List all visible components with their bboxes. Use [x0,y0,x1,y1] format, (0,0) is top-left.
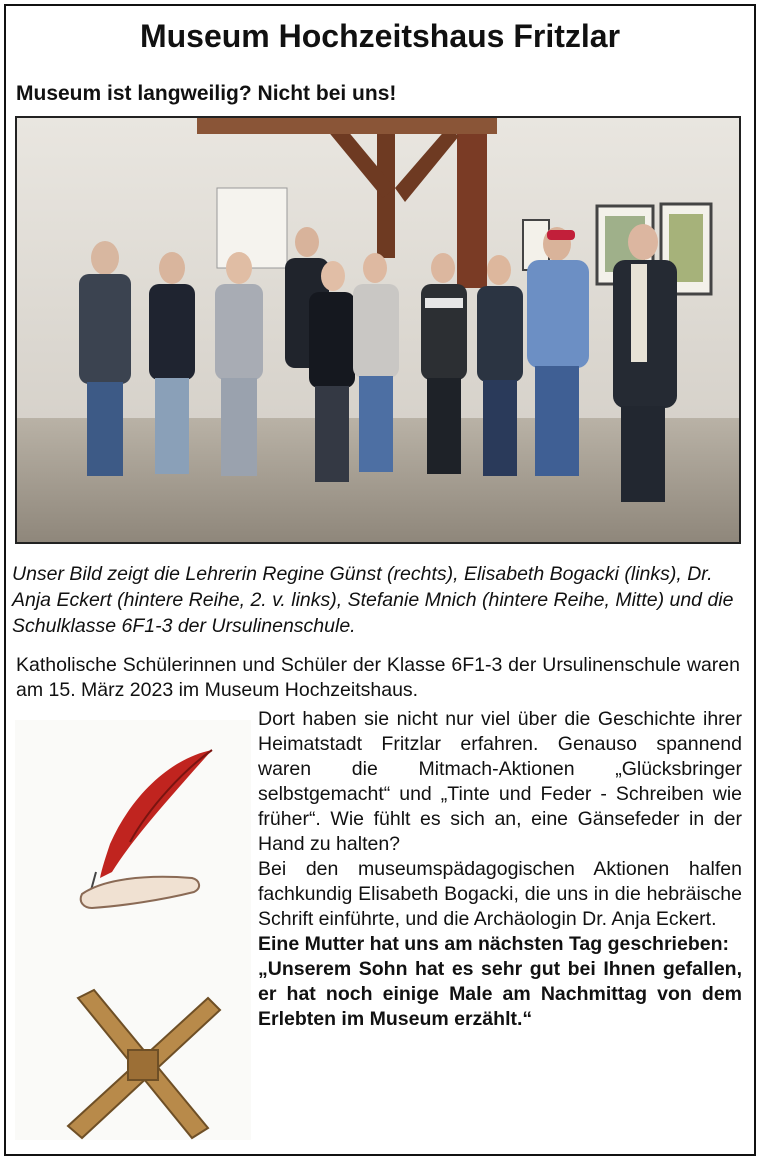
article-subtitle: Museum ist langweilig? Nicht bei uns! [16,82,397,105]
article-body [258,707,742,1032]
group-photo [15,116,741,544]
paragraph-visit: Dort haben sie nicht nur viel über die Geschichte ihrer Heimatstadt Fritzlar erfahren. Genauso spannend waren die Mitmach-Aktionen „Glücksbringer selbstgemacht“ und „Tinte und Feder - Schreiben wie früher“. Wie fühlt es sich an, eine Gänsefeder in der Hand zu halten? [258,708,742,855]
article-title: Museum Hochzeitshaus Fritzlar [139,18,621,54]
photo-caption: Unser Bild zeigt die Lehrerin Regine Günst (rechts), Elisabeth Bogacki (links), Dr. Anja Eckert (hintere Reihe, 2. v. links), Stefanie Mnich (hintere Reihe, Mitte) und die Schulklasse 6F1-3 der Ursulinenschule. [12,563,734,637]
feather-quill-icon [72,744,222,919]
straw-cross-icon [58,988,228,1148]
intro-paragraph: Katholische Schülerinnen und Schüler der Klasse 6F1-3 der Ursulinenschule waren am 15. März 2023 im Museum Hochzeitshaus. [16,654,740,701]
paragraph-quote: „Unserem Sohn hat es sehr gut bei Ihnen gefallen, er hat noch einige Male am Nachmittag von dem Erlebten im Museum erzählt.“ [258,958,742,1030]
paragraph-mother: Eine Mutter hat uns am nächsten Tag geschrieben: [258,933,729,955]
paragraph-helpers: Bei den museumspädagogischen Aktionen halfen fachkundig Elisabeth Bogacki, die uns in die hebräische Schrift einführte, und die Archäologin Dr. Anja Eckert. [258,858,742,930]
